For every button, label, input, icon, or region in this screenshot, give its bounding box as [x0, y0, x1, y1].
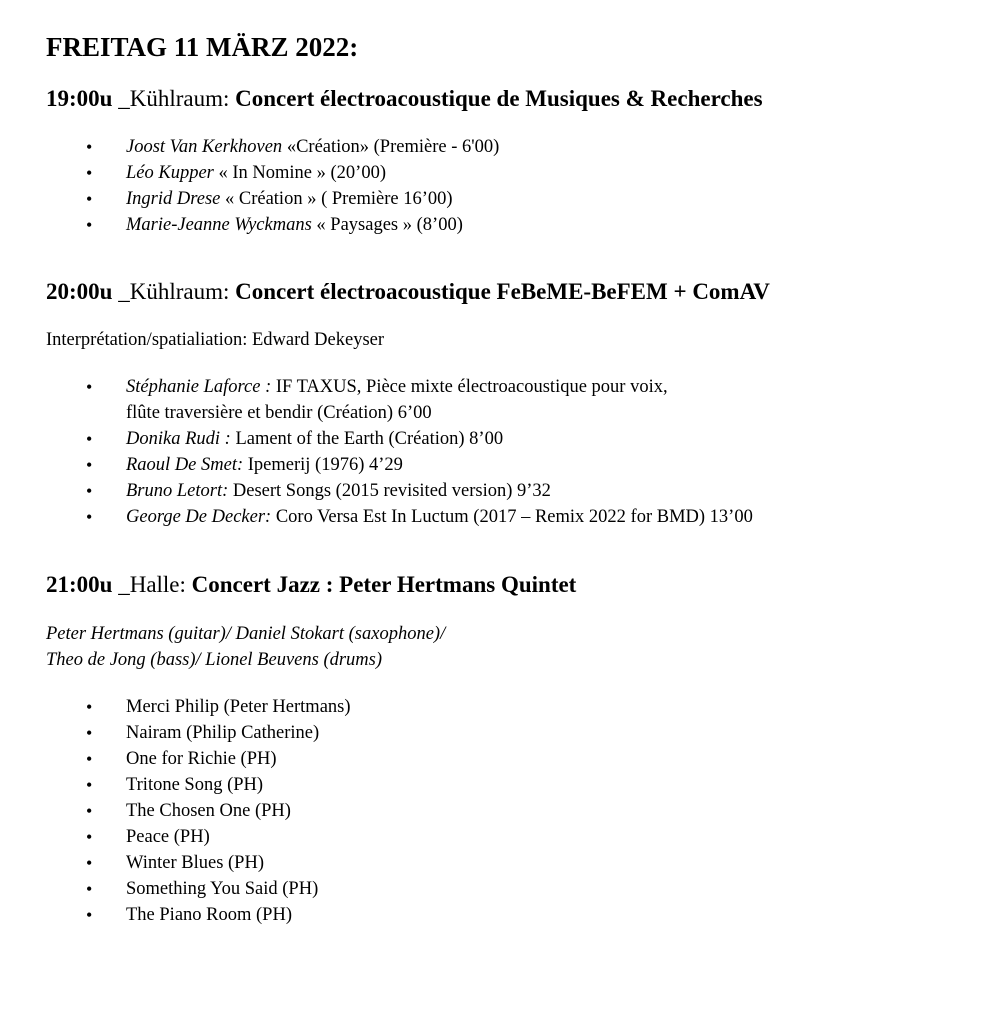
work-details: Coro Versa Est In Luctum (2017 – Remix 2022 for BMD) 13’00 — [271, 507, 753, 527]
bullet: • — [86, 905, 93, 925]
bullet: • — [86, 137, 93, 157]
song-title: Winter Blues (PH) — [126, 853, 264, 873]
list-item — [46, 824, 966, 850]
band-lineup-line-1: Peter Hertmans (guitar)/ Daniel Stokart (saxophone)/ — [46, 624, 446, 644]
work-details: « In Nomine » (20’00) — [213, 163, 386, 183]
list-item — [46, 876, 966, 902]
list-item — [46, 134, 966, 160]
composer-name: Bruno Letort: — [126, 481, 229, 501]
band-lineup — [46, 621, 966, 673]
bullet: • — [86, 749, 93, 769]
song-title: The Chosen One (PH) — [126, 801, 291, 821]
day-title: FREITAG 11 MÄRZ 2022: — [46, 32, 359, 62]
section-venue: _Kühlraum: — [112, 279, 236, 304]
list-item — [46, 798, 966, 824]
list-item — [46, 746, 966, 772]
performer-note: Interprétation/spatialiation: Edward Dekeyser — [46, 330, 385, 350]
section-heading-2000 — [46, 277, 966, 307]
list-item — [46, 186, 966, 212]
work-details: « Création » ( Première 16’00) — [220, 189, 453, 209]
bullet: • — [86, 455, 93, 475]
bullet: • — [86, 723, 93, 743]
bullet: • — [86, 215, 93, 235]
bullet: • — [86, 827, 93, 847]
composer-name: George De Decker: — [126, 507, 272, 527]
bullet: • — [86, 429, 93, 449]
section-title: Concert électroacoustique de Musiques & Recherches — [235, 86, 763, 111]
work-details-continued: flûte traversière et bendir (Création) 6’00 — [126, 403, 432, 423]
composer-name: Stéphanie Laforce : — [126, 377, 272, 397]
composer-name: Donika Rudi : — [126, 429, 231, 449]
bullet: • — [86, 377, 93, 397]
bullet: • — [86, 853, 93, 873]
bullet: • — [86, 801, 93, 821]
section-title: Concert Jazz : Peter Hertmans Quintet — [191, 572, 577, 597]
bullet: • — [86, 507, 93, 527]
song-title: Merci Philip (Peter Hertmans) — [126, 697, 351, 717]
song-title: Tritone Song (PH) — [126, 775, 264, 795]
section-title: Concert électroacoustique FeBeME-BeFEM + ComAV — [235, 279, 770, 304]
bullet: • — [86, 775, 93, 795]
composer-name: Joost Van Kerkhoven — [126, 137, 283, 157]
bullet: • — [86, 163, 93, 183]
list-item — [46, 426, 966, 452]
section-venue: _Halle: — [112, 572, 192, 597]
song-title: The Piano Room (PH) — [126, 905, 292, 925]
bullet: • — [86, 697, 93, 717]
list-item — [46, 902, 966, 928]
list-item — [46, 160, 966, 186]
section-time: 21:00u — [46, 572, 113, 597]
band-lineup-line-2: Theo de Jong (bass)/ Lionel Beuvens (drums) — [46, 650, 383, 670]
song-title: One for Richie (PH) — [126, 749, 277, 769]
list-item — [46, 504, 966, 530]
work-details: « Paysages » (8’00) — [311, 215, 463, 235]
section-time: 19:00u — [46, 86, 113, 111]
program-list-1900 — [46, 134, 966, 238]
song-title: Peace (PH) — [126, 827, 210, 847]
list-item — [46, 694, 966, 720]
composer-name: Marie-Jeanne Wyckmans — [126, 215, 312, 235]
bullet: • — [86, 481, 93, 501]
list-item — [46, 478, 966, 504]
program-list-2000 — [46, 374, 966, 530]
list-item — [46, 850, 966, 876]
list-item — [46, 374, 966, 426]
composer-name: Raoul De Smet: — [126, 455, 244, 475]
work-details: «Création» (Première - 6'00) — [282, 137, 500, 157]
song-title: Something You Said (PH) — [126, 879, 319, 899]
bullet: • — [86, 879, 93, 899]
work-details: Lament of the Earth (Création) 8’00 — [230, 429, 504, 449]
composer-name: Léo Kupper — [126, 163, 214, 183]
section-heading-2100 — [46, 570, 966, 600]
document-page — [46, 30, 966, 928]
section-venue: _Kühlraum: — [112, 86, 236, 111]
section-time: 20:00u — [46, 279, 113, 304]
setlist — [46, 694, 966, 928]
composer-name: Ingrid Drese — [126, 189, 221, 209]
list-item — [46, 452, 966, 478]
work-details: IF TAXUS, Pièce mixte électroacoustique pour voix, — [271, 377, 668, 397]
bullet: • — [86, 189, 93, 209]
list-item — [46, 772, 966, 798]
work-details: Desert Songs (2015 revisited version) 9’32 — [228, 481, 551, 501]
list-item — [46, 212, 966, 238]
list-item — [46, 720, 966, 746]
section-heading-1900 — [46, 84, 966, 114]
work-details: Ipemerij (1976) 4’29 — [243, 455, 403, 475]
song-title: Nairam (Philip Catherine) — [126, 723, 320, 743]
